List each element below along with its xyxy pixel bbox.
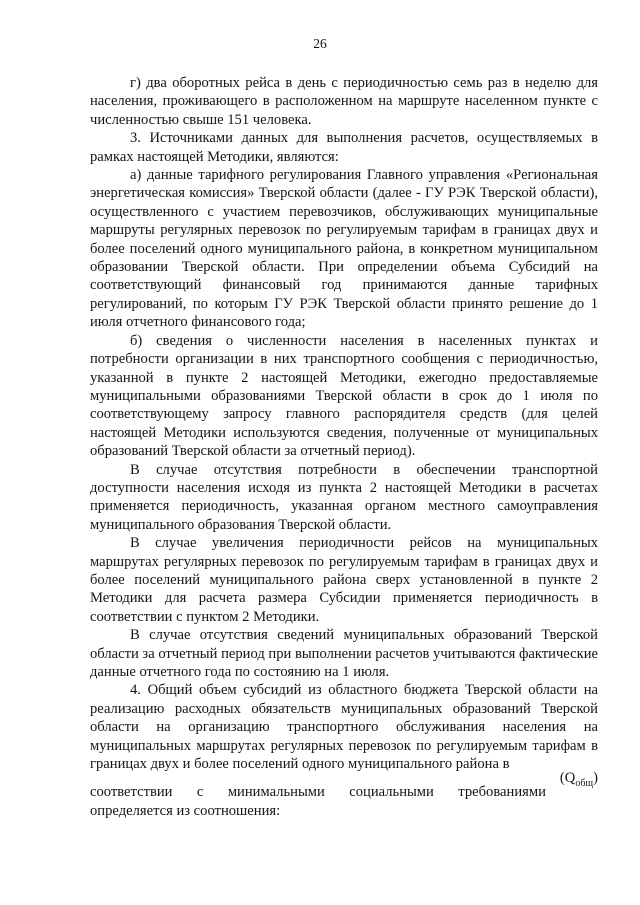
- formula-symbol-subscript: общ: [575, 778, 594, 790]
- document-body: [90, 74, 598, 820]
- formula-line: [90, 770, 598, 801]
- paragraph-increase-frequency: В случае увеличения периодичности рейсов на муниципальных маршрутах регулярных перевозок по регулируемым тарифам в границах двух и более поселений муниципального района сверх установленной в пункте 2 Методики для расчета размера Субсидии применяется периодичность в соответствии с пунктом 2 Методики.: [90, 535, 598, 625]
- paragraph-item-b: б) сведения о численности населения в населенных пунктах и потребности организации в них транспортного сообщения с периодичностью, указанной в пункте 2 настоящей Методики, ежегодно предоставляемые муниципальными образованиями Тверской области в срок до 1 июля по соответствующему запросу главного распорядителя средств (для целей настоящей Методики используются сведения, полученные от муниципальных образований Тверской области за отчетный период).: [90, 332, 598, 460]
- formula-text: соответствии с минимальными социальными требованиями: [90, 784, 546, 801]
- final-line: определяется из соотношения:: [90, 802, 281, 819]
- page-number: 26: [313, 36, 327, 51]
- formula-symbol-main: Q: [564, 770, 576, 787]
- paragraph-no-demand: В случае отсутствия потребности в обеспечении транспортной доступности населения исходя из пункта 2 настоящей Методики в расчетах применяется периодичность, указанная органом местного самоуправления муниципального образования Тверской области.: [90, 461, 598, 533]
- paragraph-no-data: В случае отсутствия сведений муниципальных образований Тверской области за отчетный период при выполнении расчетов учитываются фактические данные отчетного года по состоянию на 1 июля.: [90, 627, 599, 680]
- paragraph-section-3: 3. Источниками данных для выполнения расчетов, осуществляемых в рамках настоящей Методики, являются:: [90, 130, 598, 165]
- paragraph-section-4: 4. Общий объем субсидий из областного бюджета Тверской области на реализацию расходных обязательств муниципальных образований Тверской области на организацию транспортного обслуживания населения на муниципальных маршрутах регулярных перевозок по регулируемым тарифам в границах двух и более поселений одного муниципального района в: [90, 682, 598, 773]
- formula-symbol: $(Q_{общ})$: [559, 770, 598, 790]
- paragraph-item-g: г) два оборотных рейса в день с периодичностью семь раз в неделю для населения, проживающего в расположенном на маршруте населенном пункте с численностью свыше 151 человека.: [90, 75, 598, 128]
- paragraph-item-a: а) данные тарифного регулирования Главного управления «Региональная энергетическая комиссия» Тверской области (далее - ГУ РЭК Тверской области), осуществленного с участием перевозчиков, обслуживающих муниципальные маршруты регулярных перевозок по регулируемым тарифам в границах двух и более поселений одного муниципального района, в конкретном муниципальном образовании Тверской области. При определении объема Субсидий на соответствующий финансовый год принимаются данные тарифных регулирований, по которым ГУ РЭК Тверской области принято решение до 1 июля отчетного финансового года;: [90, 167, 598, 331]
